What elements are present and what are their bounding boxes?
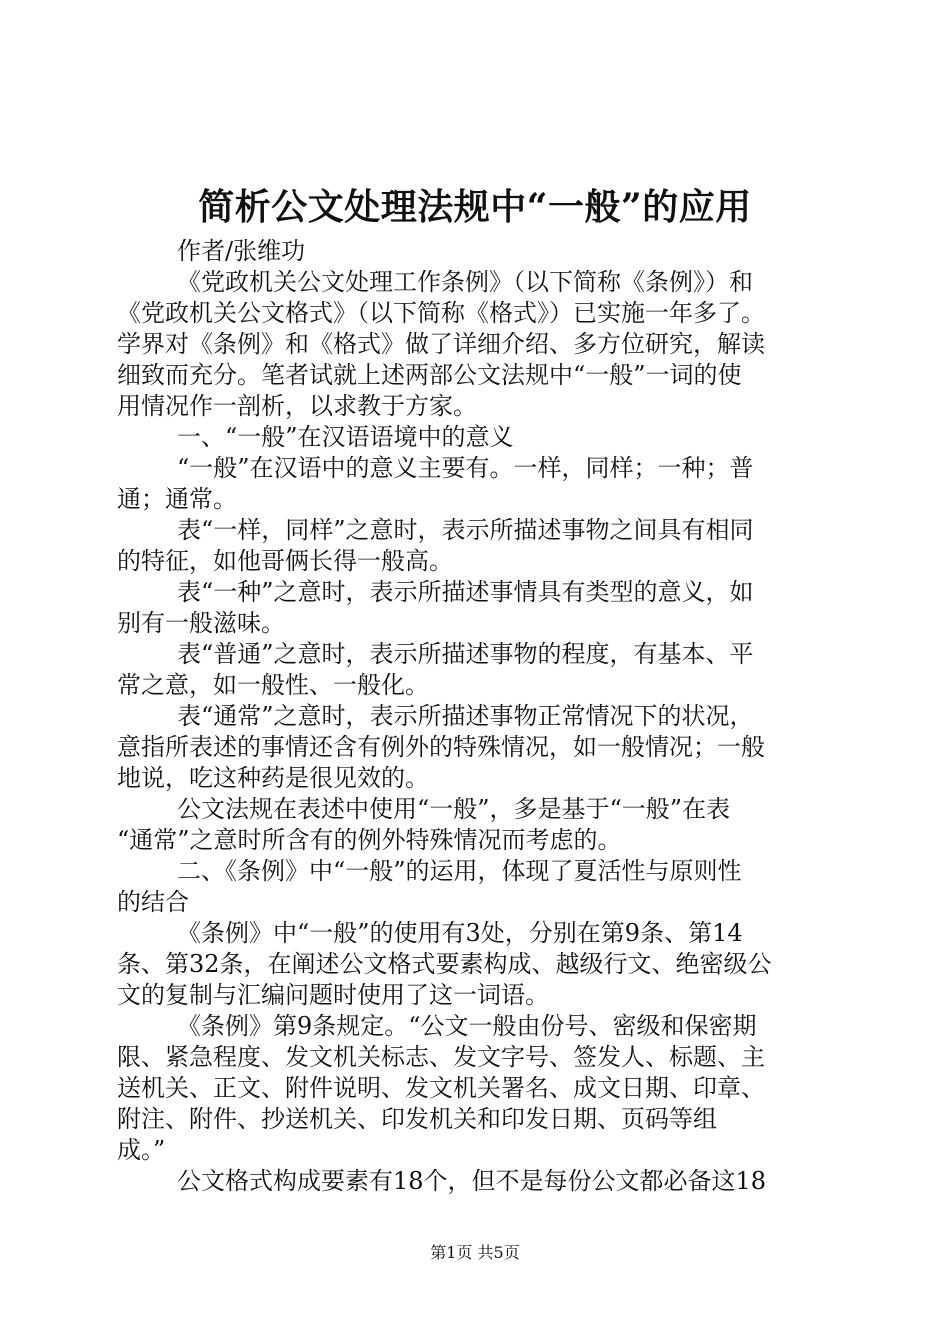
text-line: 地说，吃这种药是很见效的。 (117, 764, 429, 792)
text-line: 学界对《条例》和《格式》做了详细介绍、多方位研究，解读 (117, 330, 765, 358)
text-line: 《条例》中“一般”的使用有3处，分别在第9条、第14 (177, 919, 743, 947)
text-line: 的特征，如他哥俩长得一般高。 (117, 547, 453, 575)
text-line: 限、紧急程度、发文机关标志、发文字号、签发人、标题、主 (117, 1043, 765, 1071)
text-line: 《党政机关公文格式》（以下简称《格式》）已实施一年多了。 (117, 299, 765, 327)
text-line: 表“普通”之意时，表示所描述事物的程度，有基本、平 (177, 640, 754, 668)
text-line: 表“一样，同样”之意时，表示所描述事物之间具有相同 (177, 516, 754, 544)
text-line: 意指所表述的事情还含有例外的特殊情况，如一般情况；一般 (117, 733, 765, 761)
text-line: 送机关、正文、附件说明、发文机关署名、成文日期、印章、 (117, 1074, 765, 1102)
text-line: 公文格式构成要素有18个，但不是每份公文都必备这18 (177, 1167, 767, 1195)
text-line: 的结合 (117, 888, 189, 916)
text-line: 别有一般滋味。 (117, 609, 285, 637)
text-line: 条、第32条，在阐述公文格式要素构成、越级行文、绝密级公 (117, 950, 772, 978)
text-line: 表“通常”之意时，表示所描述事物正常情况下的状况， (177, 702, 754, 730)
text-line: “一般”在汉语中的意义主要有。一样，同样；一种；普 (177, 454, 754, 482)
text-line: 附注、附件、抄送机关、印发机关和印发日期、页码等组 (117, 1105, 717, 1133)
text-line: 二、《条例》中“一般”的运用，体现了夏活性与原则性 (177, 857, 742, 885)
text-line: 细致而充分。笔者试就上述两部公文法规中“一般”一词的使 (117, 361, 742, 389)
text-line: 公文法规在表述中使用“一般”，多是基于“一般”在表 (177, 795, 731, 823)
text-line: 表“一种”之意时，表示所描述事情具有类型的意义，如 (177, 578, 754, 606)
text-line: 《党政机关公文处理工作条例》（以下简称《条例》）和 (177, 268, 753, 296)
document-title: 简析公文处理法规中“一般”的应用 (198, 186, 752, 228)
text-line: “通常”之意时所含有的例外特殊情况而考虑的。 (117, 826, 622, 854)
text-line: 文的复制与汇编问题时使用了这一词语。 (117, 981, 549, 1009)
text-line: 一、“一般”在汉语语境中的意义 (177, 423, 514, 451)
text-line: 通；通常。 (117, 485, 237, 513)
text-line: 《条例》第9条规定。“公文一般由份号、密级和保密期 (177, 1012, 757, 1040)
text-line: 用情况作一剖析，以求教于方家。 (117, 392, 477, 420)
page-footer: 第1页 共5页 (430, 1243, 520, 1262)
document-body (117, 236, 842, 1197)
text-line: 作者/张维功 (177, 237, 306, 265)
text-line: 常之意，如一般性、一般化。 (117, 671, 429, 699)
text-line: 成。” (117, 1136, 166, 1164)
